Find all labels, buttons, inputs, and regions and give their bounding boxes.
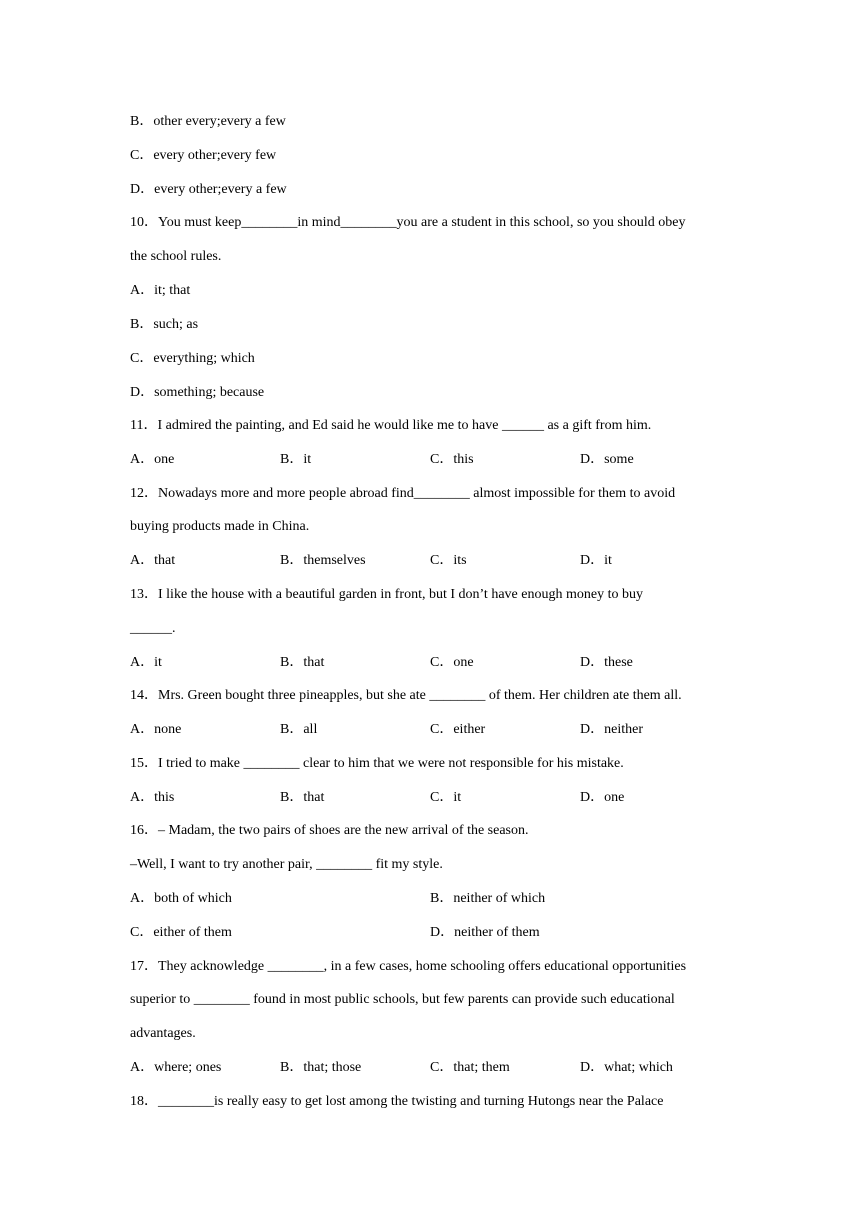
q13-option-b: B．that bbox=[280, 655, 325, 670]
q9-option-d: D．every other;every a few bbox=[130, 182, 287, 197]
q14-option-b: B．all bbox=[280, 722, 318, 737]
q13-option-d: D．these bbox=[580, 655, 633, 670]
q12-option-b: B．themselves bbox=[280, 553, 366, 568]
q10-option-b: B．such; as bbox=[130, 317, 199, 332]
q11-option-d: D．some bbox=[580, 452, 634, 467]
q11-stem: 11．I admired the painting, and Ed said he would like me to have ______ as a gift from him. bbox=[130, 418, 652, 433]
q16-option-b: B．neither of which bbox=[430, 891, 546, 906]
q14-option-c: C．either bbox=[430, 722, 486, 737]
q9-option-b: B．other every;every a few bbox=[130, 114, 286, 129]
q17-option-d: D．what; which bbox=[580, 1060, 673, 1075]
q11-option-a: A．one bbox=[130, 452, 175, 467]
q10-option-d: D．something; because bbox=[130, 385, 265, 400]
q16-stem-line2: –Well, I want to try another pair, ________ fit my style. bbox=[130, 857, 443, 872]
q9-option-c: C．every other;every few bbox=[130, 148, 277, 163]
q12-stem-line1: 12．Nowadays more and more people abroad find________ almost impossible for them to avoid bbox=[130, 486, 676, 501]
q13-options bbox=[130, 653, 732, 673]
q10-option-c: C．everything; which bbox=[130, 351, 255, 366]
q15-option-b: B．that bbox=[280, 790, 325, 805]
q16-options-row2 bbox=[130, 923, 732, 943]
q16-option-d: D．neither of them bbox=[430, 925, 540, 940]
q12-option-d: D．it bbox=[580, 553, 612, 568]
q16-option-a: A．both of which bbox=[130, 891, 232, 906]
q17-option-a: A．where; ones bbox=[130, 1060, 222, 1075]
q17-stem-line2: superior to ________ found in most public schools, but few parents can provide such educational bbox=[130, 992, 675, 1007]
q12-option-c: C．its bbox=[430, 553, 467, 568]
q17-options bbox=[130, 1058, 732, 1078]
q15-stem: 15．I tried to make ________ clear to him that we were not responsible for his mistake. bbox=[130, 756, 624, 771]
q12-stem-line2: buying products made in China. bbox=[130, 519, 310, 534]
q12-options bbox=[130, 551, 732, 571]
q17-option-b: B．that; those bbox=[280, 1060, 362, 1075]
q13-stem-line2: ______. bbox=[130, 621, 176, 636]
q11-option-c: C．this bbox=[430, 452, 474, 467]
q15-option-c: C．it bbox=[430, 790, 462, 805]
q17-stem-line3: advantages. bbox=[130, 1026, 196, 1041]
q18-stem-line1: 18．________is really easy to get lost among the twisting and turning Hutongs near the Palace bbox=[130, 1094, 664, 1109]
q13-option-a: A．it bbox=[130, 655, 162, 670]
q16-option-c: C．either of them bbox=[130, 925, 232, 940]
q15-option-a: A．this bbox=[130, 790, 175, 805]
q16-options-row1 bbox=[130, 889, 732, 909]
q12-option-a: A．that bbox=[130, 553, 176, 568]
q14-option-a: A．none bbox=[130, 722, 182, 737]
q10-stem-line2: the school rules. bbox=[130, 249, 222, 264]
q14-stem: 14．Mrs. Green bought three pineapples, but she ate ________ of them. Her children ate them all. bbox=[130, 688, 682, 703]
q13-option-c: C．one bbox=[430, 655, 474, 670]
q15-options bbox=[130, 788, 732, 808]
q14-options bbox=[130, 720, 732, 740]
q11-options bbox=[130, 450, 732, 470]
q16-stem-line1: 16．– Madam, the two pairs of shoes are the new arrival of the season. bbox=[130, 823, 529, 838]
q11-option-b: B．it bbox=[280, 452, 312, 467]
q10-stem-line1: 10．You must keep________in mind________you are a student in this school, so you should obey bbox=[130, 215, 686, 230]
q15-option-d: D．one bbox=[580, 790, 625, 805]
q17-option-c: C．that; them bbox=[430, 1060, 510, 1075]
q14-option-d: D．neither bbox=[580, 722, 643, 737]
q17-stem-line1: 17．They acknowledge ________, in a few cases, home schooling offers educational opportunities bbox=[130, 959, 687, 974]
q13-stem-line1: 13．I like the house with a beautiful garden in front, but I don’t have enough money to buy bbox=[130, 587, 643, 602]
q10-option-a: A．it; that bbox=[130, 283, 191, 298]
